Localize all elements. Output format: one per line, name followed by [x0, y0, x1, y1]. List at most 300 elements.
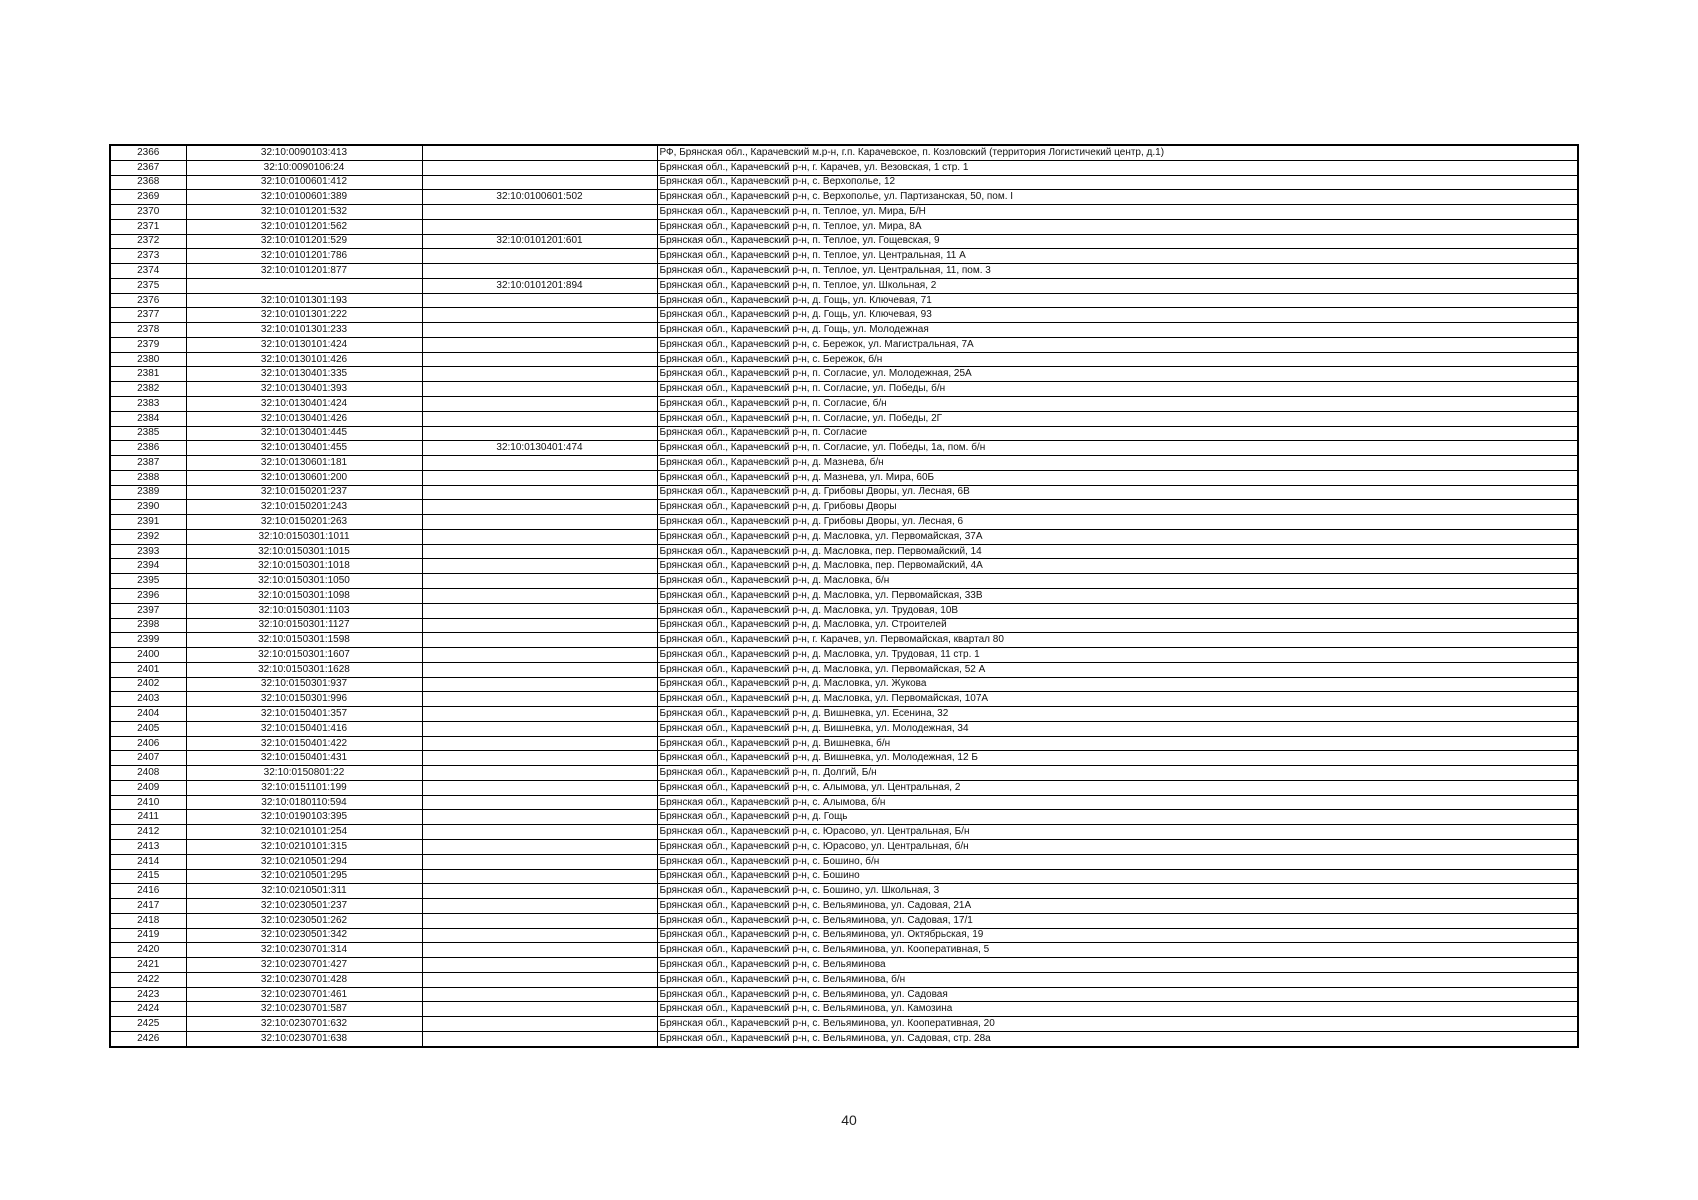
row-number-cell: 2398 — [110, 618, 186, 633]
row-number-cell: 2399 — [110, 633, 186, 648]
related-cadastral-number-cell — [422, 633, 657, 648]
row-number-cell: 2380 — [110, 352, 186, 367]
related-cadastral-number-cell — [422, 352, 657, 367]
related-cadastral-number-cell — [422, 456, 657, 471]
table-row — [110, 249, 1578, 264]
related-cadastral-number-cell — [422, 958, 657, 973]
cadastral-number-cell: 32:10:0101201:562 — [186, 219, 422, 234]
address-cell: Брянская обл., Карачевский р-н, д. Масловка, пер. Первомайский, 14 — [657, 544, 1578, 559]
address-cell: Брянская обл., Карачевский р-н, д. Масловка, ул. Первомайская, 52 А — [657, 662, 1578, 677]
address-cell: Брянская обл., Карачевский р-н, с. Бережок, б/н — [657, 352, 1578, 367]
address-cell: Брянская обл., Карачевский р-н, д. Масловка, ул. Первомайская, 37А — [657, 529, 1578, 544]
page-number: 40 — [841, 1112, 857, 1128]
related-cadastral-number-cell — [422, 603, 657, 618]
row-number-cell: 2370 — [110, 205, 186, 220]
row-number-cell: 2377 — [110, 308, 186, 323]
related-cadastral-number-cell — [422, 337, 657, 352]
address-cell: Брянская обл., Карачевский р-н, д. Масловка, ул. Первомайская, 33В — [657, 588, 1578, 603]
related-cadastral-number-cell — [422, 677, 657, 692]
cadastral-number-cell: 32:10:0150401:431 — [186, 751, 422, 766]
address-cell: Брянская обл., Карачевский р-н, д. Гощь, ул. Ключевая, 71 — [657, 293, 1578, 308]
table-row — [110, 972, 1578, 987]
address-cell: Брянская обл., Карачевский р-н, д. Мазнева, б/н — [657, 456, 1578, 471]
cadastral-number-cell — [186, 278, 422, 293]
table-row — [110, 278, 1578, 293]
table-row — [110, 337, 1578, 352]
row-number-cell: 2391 — [110, 515, 186, 530]
table-row — [110, 529, 1578, 544]
table-row — [110, 780, 1578, 795]
cadastral-number-cell: 32:10:0150301:1015 — [186, 544, 422, 559]
related-cadastral-number-cell — [422, 574, 657, 589]
cadastral-number-cell: 32:10:0150301:1011 — [186, 529, 422, 544]
related-cadastral-number-cell — [422, 913, 657, 928]
address-cell: Брянская обл., Карачевский р-н, п. Согласие, ул. Победы, б/н — [657, 382, 1578, 397]
cadastral-number-cell: 32:10:0210501:294 — [186, 854, 422, 869]
table-row — [110, 323, 1578, 338]
related-cadastral-number-cell — [422, 485, 657, 500]
row-number-cell: 2408 — [110, 766, 186, 781]
table-row — [110, 928, 1578, 943]
cadastral-number-cell: 32:10:0130401:426 — [186, 411, 422, 426]
row-number-cell: 2389 — [110, 485, 186, 500]
table-row — [110, 293, 1578, 308]
cadastral-number-cell: 32:10:0150401:357 — [186, 707, 422, 722]
related-cadastral-number-cell — [422, 588, 657, 603]
related-cadastral-number-cell — [422, 293, 657, 308]
related-cadastral-number-cell — [422, 426, 657, 441]
cadastral-number-cell: 32:10:0230701:587 — [186, 1002, 422, 1017]
row-number-cell: 2401 — [110, 662, 186, 677]
row-number-cell: 2373 — [110, 249, 186, 264]
address-cell: Брянская обл., Карачевский р-н, г. Карачев, ул. Везовская, 1 стр. 1 — [657, 160, 1578, 175]
row-number-cell: 2400 — [110, 648, 186, 663]
cadastral-number-cell: 32:10:0130601:181 — [186, 456, 422, 471]
related-cadastral-number-cell — [422, 544, 657, 559]
cadastral-number-cell: 32:10:0150301:937 — [186, 677, 422, 692]
address-cell: Брянская обл., Карачевский р-н, с. Вельяминова, ул. Садовая, 17/1 — [657, 913, 1578, 928]
cadastral-number-cell: 32:10:0090106:24 — [186, 160, 422, 175]
table-row — [110, 234, 1578, 249]
cadastral-number-cell: 32:10:0101201:786 — [186, 249, 422, 264]
address-cell: Брянская обл., Карачевский р-н, п. Теплое, ул. Центральная, 11 А — [657, 249, 1578, 264]
address-cell: Брянская обл., Карачевский р-н, д. Вишневка, ул. Есенина, 32 — [657, 707, 1578, 722]
row-number-cell: 2369 — [110, 190, 186, 205]
address-cell: Брянская обл., Карачевский р-н, д. Гощь, ул. Молодежная — [657, 323, 1578, 338]
row-number-cell: 2390 — [110, 500, 186, 515]
row-number-cell: 2416 — [110, 884, 186, 899]
row-number-cell: 2404 — [110, 707, 186, 722]
address-cell: Брянская обл., Карачевский р-н, с. Вельяминова, ул. Кооперативная, 5 — [657, 943, 1578, 958]
address-cell: Брянская обл., Карачевский р-н, п. Долгий, Б/н — [657, 766, 1578, 781]
related-cadastral-number-cell — [422, 205, 657, 220]
cadastral-number-cell: 32:10:0150201:263 — [186, 515, 422, 530]
table-row — [110, 397, 1578, 412]
address-cell: Брянская обл., Карачевский р-н, д. Гощь — [657, 810, 1578, 825]
related-cadastral-number-cell — [422, 736, 657, 751]
related-cadastral-number-cell — [422, 972, 657, 987]
address-cell: Брянская обл., Карачевский р-н, д. Гощь, ул. Ключевая, 93 — [657, 308, 1578, 323]
row-number-cell: 2410 — [110, 795, 186, 810]
row-number-cell: 2385 — [110, 426, 186, 441]
address-cell: Брянская обл., Карачевский р-н, с. Вельяминова, ул. Садовая — [657, 987, 1578, 1002]
row-number-cell: 2423 — [110, 987, 186, 1002]
cadastral-number-cell: 32:10:0150401:416 — [186, 721, 422, 736]
cadastral-number-cell: 32:10:0150301:1127 — [186, 618, 422, 633]
address-cell: Брянская обл., Карачевский р-н, д. Масловка, ул. Первомайская, 107А — [657, 692, 1578, 707]
table-row — [110, 559, 1578, 574]
address-cell: Брянская обл., Карачевский р-н, с. Бошино — [657, 869, 1578, 884]
cadastral-number-cell: 32:10:0210501:295 — [186, 869, 422, 884]
address-cell: Брянская обл., Карачевский р-н, с. Бошино, б/н — [657, 854, 1578, 869]
cadastral-number-cell: 32:10:0210101:315 — [186, 839, 422, 854]
table-row — [110, 633, 1578, 648]
related-cadastral-number-cell — [422, 987, 657, 1002]
cadastral-number-cell: 32:10:0150401:422 — [186, 736, 422, 751]
related-cadastral-number-cell — [422, 707, 657, 722]
row-number-cell: 2403 — [110, 692, 186, 707]
cadastral-number-cell: 32:10:0210501:311 — [186, 884, 422, 899]
related-cadastral-number-cell — [422, 662, 657, 677]
address-cell: Брянская обл., Карачевский р-н, п. Согласие, б/н — [657, 397, 1578, 412]
row-number-cell: 2424 — [110, 1002, 186, 1017]
cadastral-number-cell: 32:10:0230701:427 — [186, 958, 422, 973]
row-number-cell: 2402 — [110, 677, 186, 692]
address-cell: Брянская обл., Карачевский р-н, с. Вельяминова, б/н — [657, 972, 1578, 987]
table-row — [110, 145, 1578, 160]
address-cell: Брянская обл., Карачевский р-н, д. Грибовы Дворы, ул. Лесная, 6В — [657, 485, 1578, 500]
address-cell: Брянская обл., Карачевский р-н, с. Алымова, б/н — [657, 795, 1578, 810]
table-row — [110, 648, 1578, 663]
cadastral-number-cell: 32:10:0150301:1607 — [186, 648, 422, 663]
cadastral-number-cell: 32:10:0130401:393 — [186, 382, 422, 397]
row-number-cell: 2395 — [110, 574, 186, 589]
related-cadastral-number-cell — [422, 1031, 657, 1046]
address-cell: Брянская обл., Карачевский р-н, с. Юрасово, ул. Центральная, б/н — [657, 839, 1578, 854]
table-row — [110, 190, 1578, 205]
address-cell: Брянская обл., Карачевский р-н, п. Теплое, ул. Мира, 8А — [657, 219, 1578, 234]
address-cell: Брянская обл., Карачевский р-н, с. Бошино, ул. Школьная, 3 — [657, 884, 1578, 899]
related-cadastral-number-cell — [422, 515, 657, 530]
address-cell: Брянская обл., Карачевский р-н, д. Грибовы Дворы — [657, 500, 1578, 515]
related-cadastral-number-cell — [422, 854, 657, 869]
address-cell: Брянская обл., Карачевский р-н, д. Масловка, ул. Трудовая, 11 стр. 1 — [657, 648, 1578, 663]
row-number-cell: 2393 — [110, 544, 186, 559]
table-row — [110, 485, 1578, 500]
related-cadastral-number-cell — [422, 308, 657, 323]
related-cadastral-number-cell — [422, 721, 657, 736]
related-cadastral-number-cell — [422, 943, 657, 958]
table-row — [110, 662, 1578, 677]
row-number-cell: 2394 — [110, 559, 186, 574]
address-cell: Брянская обл., Карачевский р-н, д. Масловка, ул. Строителей — [657, 618, 1578, 633]
address-cell: Брянская обл., Карачевский р-н, п. Теплое, ул. Гощевская, 9 — [657, 234, 1578, 249]
address-cell: Брянская обл., Карачевский р-н, с. Вельяминова, ул. Садовая, стр. 28а — [657, 1031, 1578, 1046]
address-cell: Брянская обл., Карачевский р-н, д. Мазнева, ул. Мира, 60Б — [657, 470, 1578, 485]
row-number-cell: 2412 — [110, 825, 186, 840]
related-cadastral-number-cell — [422, 751, 657, 766]
address-cell: Брянская обл., Карачевский р-н, д. Масловка, ул. Трудовая, 10В — [657, 603, 1578, 618]
cadastral-number-cell: 32:10:0101201:532 — [186, 205, 422, 220]
cadastral-number-cell: 32:10:0101301:233 — [186, 323, 422, 338]
cadastral-number-cell: 32:10:0130401:445 — [186, 426, 422, 441]
related-cadastral-number-cell — [422, 648, 657, 663]
row-number-cell: 2371 — [110, 219, 186, 234]
table-row — [110, 426, 1578, 441]
related-cadastral-number-cell — [422, 1002, 657, 1017]
row-number-cell: 2386 — [110, 441, 186, 456]
cadastral-number-cell: 32:10:0150801:22 — [186, 766, 422, 781]
address-cell: Брянская обл., Карачевский р-н, п. Согласие, ул. Победы, 2Г — [657, 411, 1578, 426]
address-cell: Брянская обл., Карачевский р-н, г. Карачев, ул. Первомайская, квартал 80 — [657, 633, 1578, 648]
table-row — [110, 382, 1578, 397]
row-number-cell: 2367 — [110, 160, 186, 175]
address-cell: Брянская обл., Карачевский р-н, д. Грибовы Дворы, ул. Лесная, 6 — [657, 515, 1578, 530]
cadastral-number-cell: 32:10:0230701:632 — [186, 1017, 422, 1032]
address-cell: Брянская обл., Карачевский р-н, п. Теплое, ул. Центральная, 11, пом. 3 — [657, 264, 1578, 279]
address-cell: Брянская обл., Карачевский р-н, с. Вельяминова, ул. Кооперативная, 20 — [657, 1017, 1578, 1032]
table-row — [110, 456, 1578, 471]
cadastral-number-cell: 32:10:0210101:254 — [186, 825, 422, 840]
row-number-cell: 2387 — [110, 456, 186, 471]
related-cadastral-number-cell: 32:10:0101201:601 — [422, 234, 657, 249]
cadastral-number-cell: 32:10:0101201:529 — [186, 234, 422, 249]
table-row — [110, 367, 1578, 382]
cadastral-number-cell: 32:10:0101301:193 — [186, 293, 422, 308]
row-number-cell: 2366 — [110, 145, 186, 160]
related-cadastral-number-cell — [422, 397, 657, 412]
related-cadastral-number-cell — [422, 825, 657, 840]
related-cadastral-number-cell — [422, 175, 657, 190]
cadastral-number-cell: 32:10:0100601:389 — [186, 190, 422, 205]
related-cadastral-number-cell — [422, 884, 657, 899]
table-row — [110, 854, 1578, 869]
address-cell: Брянская обл., Карачевский р-н, с. Верхополье, ул. Партизанская, 50, пом. I — [657, 190, 1578, 205]
cadastral-number-cell: 32:10:0101201:877 — [186, 264, 422, 279]
related-cadastral-number-cell — [422, 500, 657, 515]
cadastral-number-cell: 32:10:0230701:428 — [186, 972, 422, 987]
table-row — [110, 441, 1578, 456]
address-cell: РФ, Брянская обл., Карачевский м.р-н, г.п. Карачевское, п. Козловский (территория Логистичекий центр, д.1) — [657, 145, 1578, 160]
table-row — [110, 692, 1578, 707]
cadastral-number-cell: 32:10:0130401:424 — [186, 397, 422, 412]
address-cell: Брянская обл., Карачевский р-н, п. Теплое, ул. Школьная, 2 — [657, 278, 1578, 293]
related-cadastral-number-cell — [422, 766, 657, 781]
row-number-cell: 2379 — [110, 337, 186, 352]
row-number-cell: 2415 — [110, 869, 186, 884]
related-cadastral-number-cell — [422, 869, 657, 884]
related-cadastral-number-cell — [422, 323, 657, 338]
document-table — [109, 144, 1579, 1048]
cadastral-number-cell: 32:10:0230501:237 — [186, 899, 422, 914]
table-row — [110, 160, 1578, 175]
cadastral-number-cell: 32:10:0130101:426 — [186, 352, 422, 367]
table-row — [110, 470, 1578, 485]
related-cadastral-number-cell — [422, 780, 657, 795]
table-row — [110, 899, 1578, 914]
related-cadastral-number-cell — [422, 899, 657, 914]
table-row — [110, 264, 1578, 279]
related-cadastral-number-cell — [422, 382, 657, 397]
table-row — [110, 618, 1578, 633]
row-number-cell: 2417 — [110, 899, 186, 914]
table-row — [110, 987, 1578, 1002]
row-number-cell: 2413 — [110, 839, 186, 854]
row-number-cell: 2426 — [110, 1031, 186, 1046]
table-row — [110, 677, 1578, 692]
address-cell: Брянская обл., Карачевский р-н, с. Верхополье, 12 — [657, 175, 1578, 190]
row-number-cell: 2397 — [110, 603, 186, 618]
related-cadastral-number-cell — [422, 529, 657, 544]
cadastral-number-cell: 32:10:0150301:1050 — [186, 574, 422, 589]
related-cadastral-number-cell — [422, 145, 657, 160]
row-number-cell: 2411 — [110, 810, 186, 825]
row-number-cell: 2392 — [110, 529, 186, 544]
row-number-cell: 2374 — [110, 264, 186, 279]
table-row — [110, 352, 1578, 367]
cadastral-number-cell: 32:10:0230701:461 — [186, 987, 422, 1002]
table-row — [110, 588, 1578, 603]
address-cell: Брянская обл., Карачевский р-н, п. Согласие — [657, 426, 1578, 441]
cadastral-number-cell: 32:10:0150301:1103 — [186, 603, 422, 618]
related-cadastral-number-cell — [422, 692, 657, 707]
row-number-cell: 2368 — [110, 175, 186, 190]
table-row — [110, 1031, 1578, 1046]
address-cell: Брянская обл., Карачевский р-н, д. Вишневка, б/н — [657, 736, 1578, 751]
table-row — [110, 500, 1578, 515]
row-number-cell: 2409 — [110, 780, 186, 795]
address-cell: Брянская обл., Карачевский р-н, с. Бережок, ул. Магистральная, 7А — [657, 337, 1578, 352]
cadastral-number-cell: 32:10:0230501:342 — [186, 928, 422, 943]
row-number-cell: 2378 — [110, 323, 186, 338]
address-cell: Брянская обл., Карачевский р-н, п. Согласие, ул. Молодежная, 25А — [657, 367, 1578, 382]
table-row — [110, 913, 1578, 928]
cadastral-number-cell: 32:10:0130101:424 — [186, 337, 422, 352]
row-number-cell: 2406 — [110, 736, 186, 751]
cadastral-number-cell: 32:10:0150301:1098 — [186, 588, 422, 603]
related-cadastral-number-cell — [422, 219, 657, 234]
row-number-cell: 2419 — [110, 928, 186, 943]
table-row — [110, 884, 1578, 899]
table-row — [110, 308, 1578, 323]
related-cadastral-number-cell — [422, 264, 657, 279]
address-cell: Брянская обл., Карачевский р-н, п. Согласие, ул. Победы, 1а, пом. б/н — [657, 441, 1578, 456]
table-row — [110, 411, 1578, 426]
row-number-cell: 2418 — [110, 913, 186, 928]
address-cell: Брянская обл., Карачевский р-н, с. Вельяминова, ул. Октябрьская, 19 — [657, 928, 1578, 943]
table-row — [110, 958, 1578, 973]
address-cell: Брянская обл., Карачевский р-н, д. Масловка, пер. Первомайский, 4А — [657, 559, 1578, 574]
address-cell: Брянская обл., Карачевский р-н, с. Алымова, ул. Центральная, 2 — [657, 780, 1578, 795]
table-row — [110, 707, 1578, 722]
table-row — [110, 721, 1578, 736]
cadastral-number-cell: 32:10:0180110:594 — [186, 795, 422, 810]
row-number-cell: 2376 — [110, 293, 186, 308]
row-number-cell: 2414 — [110, 854, 186, 869]
cadastral-number-cell: 32:10:0150201:243 — [186, 500, 422, 515]
cadastral-number-cell: 32:10:0190103:395 — [186, 810, 422, 825]
row-number-cell: 2384 — [110, 411, 186, 426]
table-row — [110, 810, 1578, 825]
table-row — [110, 603, 1578, 618]
address-cell: Брянская обл., Карачевский р-н, с. Вельяминова, ул. Камозина — [657, 1002, 1578, 1017]
cadastral-number-cell: 32:10:0130401:335 — [186, 367, 422, 382]
table-row — [110, 219, 1578, 234]
table-row — [110, 574, 1578, 589]
address-cell: Брянская обл., Карачевский р-н, д. Вишневка, ул. Молодежная, 34 — [657, 721, 1578, 736]
table-row — [110, 869, 1578, 884]
row-number-cell: 2375 — [110, 278, 186, 293]
cadastral-number-cell: 32:10:0151101:199 — [186, 780, 422, 795]
table-row — [110, 1002, 1578, 1017]
row-number-cell: 2422 — [110, 972, 186, 987]
cadastral-number-cell: 32:10:0150301:996 — [186, 692, 422, 707]
table-row — [110, 825, 1578, 840]
row-number-cell: 2425 — [110, 1017, 186, 1032]
table-row — [110, 795, 1578, 810]
address-cell: Брянская обл., Карачевский р-н, д. Масловка, б/н — [657, 574, 1578, 589]
row-number-cell: 2421 — [110, 958, 186, 973]
related-cadastral-number-cell: 32:10:0101201:894 — [422, 278, 657, 293]
table-row — [110, 751, 1578, 766]
related-cadastral-number-cell — [422, 160, 657, 175]
cadastral-number-cell: 32:10:0100601:412 — [186, 175, 422, 190]
related-cadastral-number-cell — [422, 810, 657, 825]
row-number-cell: 2388 — [110, 470, 186, 485]
cadastral-number-cell: 32:10:0101301:222 — [186, 308, 422, 323]
cadastral-number-cell: 32:10:0230501:262 — [186, 913, 422, 928]
cadastral-number-cell: 32:10:0130401:455 — [186, 441, 422, 456]
table-row — [110, 736, 1578, 751]
related-cadastral-number-cell: 32:10:0130401:474 — [422, 441, 657, 456]
table-row — [110, 766, 1578, 781]
address-cell: Брянская обл., Карачевский р-н, с. Вельяминова, ул. Садовая, 21А — [657, 899, 1578, 914]
related-cadastral-number-cell — [422, 618, 657, 633]
row-number-cell: 2381 — [110, 367, 186, 382]
row-number-cell: 2396 — [110, 588, 186, 603]
address-cell: Брянская обл., Карачевский р-н, п. Теплое, ул. Мира, Б/Н — [657, 205, 1578, 220]
address-cell: Брянская обл., Карачевский р-н, с. Вельяминова — [657, 958, 1578, 973]
related-cadastral-number-cell — [422, 839, 657, 854]
related-cadastral-number-cell — [422, 249, 657, 264]
table-row — [110, 515, 1578, 530]
table-row — [110, 1017, 1578, 1032]
table-row — [110, 839, 1578, 854]
row-number-cell: 2372 — [110, 234, 186, 249]
row-number-cell: 2382 — [110, 382, 186, 397]
related-cadastral-number-cell: 32:10:0100601:502 — [422, 190, 657, 205]
cadastral-number-cell: 32:10:0130601:200 — [186, 470, 422, 485]
table-body — [110, 145, 1578, 1047]
row-number-cell: 2405 — [110, 721, 186, 736]
cadastral-number-cell: 32:10:0230701:638 — [186, 1031, 422, 1046]
cadastral-number-cell: 32:10:0150301:1018 — [186, 559, 422, 574]
cadastral-number-cell: 32:10:0150201:237 — [186, 485, 422, 500]
related-cadastral-number-cell — [422, 928, 657, 943]
row-number-cell: 2407 — [110, 751, 186, 766]
related-cadastral-number-cell — [422, 1017, 657, 1032]
address-cell: Брянская обл., Карачевский р-н, д. Вишневка, ул. Молодежная, 12 Б — [657, 751, 1578, 766]
table-row — [110, 175, 1578, 190]
related-cadastral-number-cell — [422, 795, 657, 810]
address-cell: Брянская обл., Карачевский р-н, д. Масловка, ул. Жукова — [657, 677, 1578, 692]
address-cell: Брянская обл., Карачевский р-н, с. Юрасово, ул. Центральная, Б/н — [657, 825, 1578, 840]
table-row — [110, 943, 1578, 958]
related-cadastral-number-cell — [422, 367, 657, 382]
row-number-cell: 2420 — [110, 943, 186, 958]
row-number-cell: 2383 — [110, 397, 186, 412]
related-cadastral-number-cell — [422, 559, 657, 574]
